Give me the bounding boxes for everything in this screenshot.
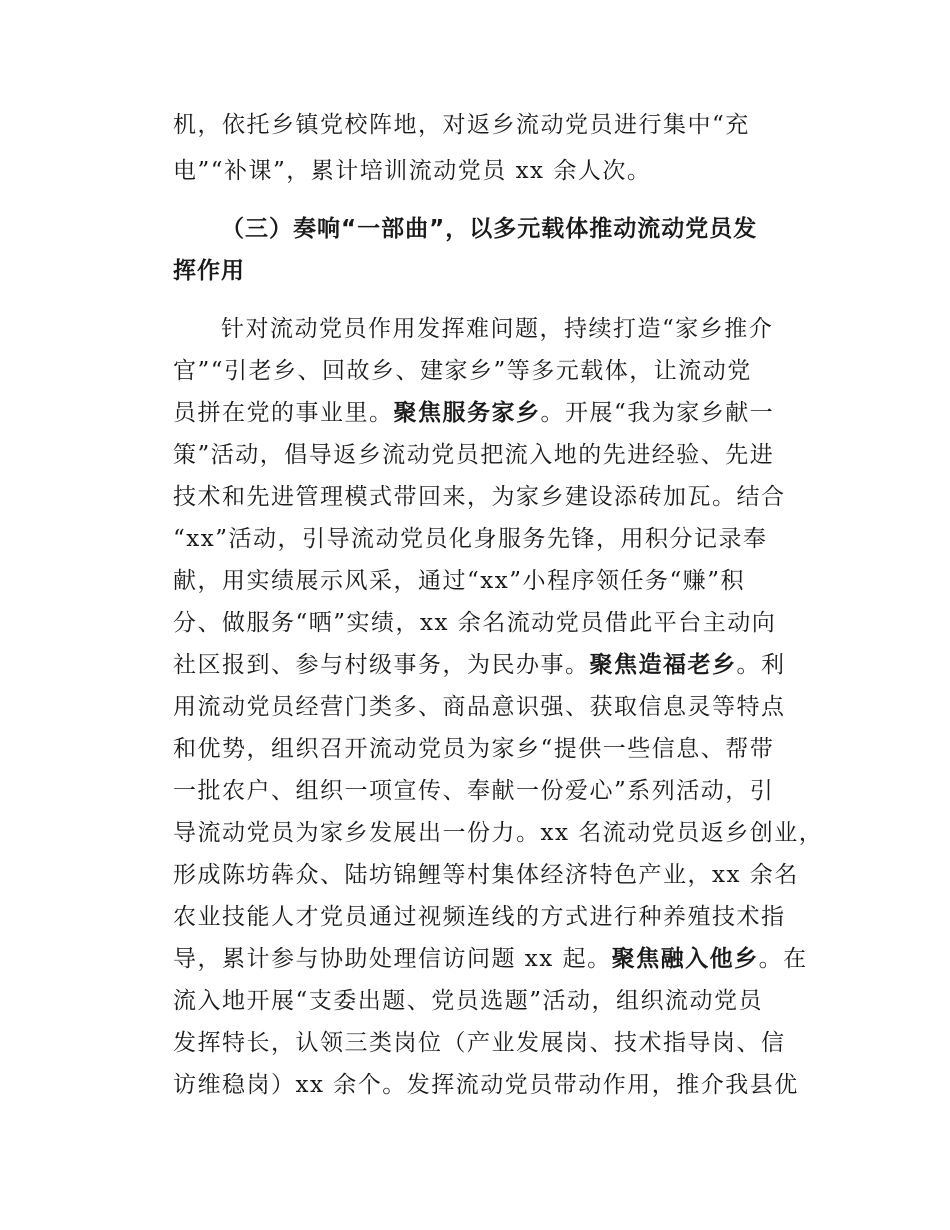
paragraph-line: 技术和先进管理模式带回来，为家乡建设添砖加瓦。结合: [173, 484, 786, 510]
paragraph-line: [173, 944, 808, 974]
paragraph-line: “xx”活动，引导流动党员化身服务先锋，用积分记录奉: [173, 526, 768, 552]
paragraph-line: 分、做服务“晒”实绩，xx 余名流动党员借此平台主动向: [173, 610, 777, 636]
paragraph-line: 一批农户、组织一项宣传、奉献一份爱心”系列活动，引: [173, 778, 775, 804]
paragraph-line: 电”“补课”，累计培训流动党员 xx 余人次。: [173, 158, 652, 184]
paragraph-line: 献，用实绩展示风采，通过“xx”小程序领任务“赚”积: [173, 568, 745, 594]
paragraph-line: [173, 650, 786, 680]
paragraph-line: 官”“引老乡、回故乡、建家乡”等多元载体，让流动党: [173, 358, 752, 384]
paragraph-line: 机，依托乡镇党校阵地，对返乡流动党员进行集中“充: [173, 112, 750, 138]
bold-phrase: 聚焦造福老乡: [589, 652, 737, 678]
paragraph-line: [173, 398, 774, 428]
text-run: 社区报到、参与村级事务，为民办事。: [173, 652, 590, 678]
paragraph-line: 发挥特长，认领三类岗位（产业发展岗、技术指导岗、信: [173, 1030, 786, 1056]
paragraph-line: 用流动党员经营门类多、商品意识强、获取信息灵等特点: [173, 694, 786, 720]
paragraph-line: 流入地开展“支委出题、党员选题”活动，组织流动党员: [173, 988, 764, 1014]
bold-phrase: 聚焦服务家乡: [393, 400, 541, 426]
text-run: 。在: [758, 946, 808, 972]
section-heading: 挥作用: [173, 258, 245, 284]
section-heading: （三）奏响“一部曲”，以多元载体推动流动党员发: [221, 216, 758, 242]
paragraph-line: 形成陈坊犇众、陆坊锦鲤等村集体经济特色产业，xx 余名: [173, 862, 799, 888]
text-run: 导，累计参与协助处理信访问题 xx 起。: [173, 946, 612, 972]
text-run: 。利: [736, 652, 786, 678]
paragraph-line: 策”活动，倡导返乡流动党员把流入地的先进经验、先进: [173, 442, 775, 468]
text-run: 员拼在党的事业里。: [173, 400, 394, 426]
bold-phrase: 聚焦融入他乡: [611, 946, 759, 972]
paragraph-line: 访维稳岗）xx 余个。发挥流动党员带动作用，推介我县优: [173, 1072, 799, 1098]
paragraph-line: 农业技能人才党员通过视频连线的方式进行种养殖技术指: [173, 904, 786, 930]
text-run: 。开展“我为家乡献一: [540, 400, 775, 426]
paragraph-line: 导流动党员为家乡发展出一份力。xx 名流动党员返乡创业，: [173, 820, 824, 846]
paragraph-line: 和优势，组织召开流动党员为家乡“提供一些信息、帮带: [173, 736, 775, 762]
paragraph-line: 针对流动党员作用发挥难问题，持续打造“家乡推介: [221, 316, 774, 342]
